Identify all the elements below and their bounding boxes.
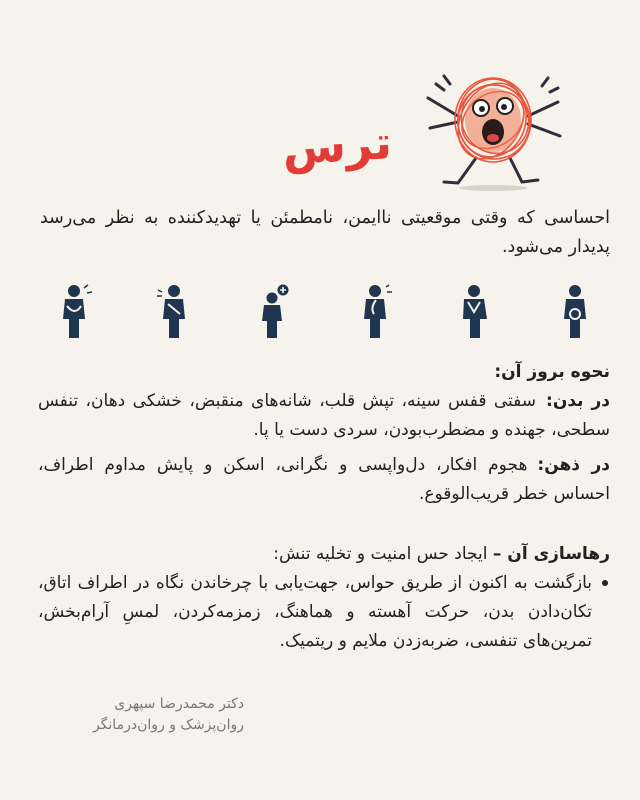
release-section: [38, 540, 610, 656]
signature-role: روان‌پزشک و روان‌درمانگر: [92, 717, 244, 733]
anxious-figure-2-icon: [154, 284, 194, 340]
body-text: سفتی قفس سینه، تپش قلب، شانه‌های منقبض، خشکی دهان، تنفس سطحی، جهنده و مضطرب‌بودن، سردی دست یا پا.: [38, 391, 610, 440]
list-item: بازگشت به اکنون از طریق حواس، جهت‌یابی با چرخاندن نگاه در اطراف اتاق، تکان‌دادن بدن، حرکت آهسته و هماهنگ، زمزمه‌کردن، لمسِ آرام‌بخش، تمرین‌های تنفسی، ضربه‌زدن ملایم و ریتمیک.: [38, 569, 592, 656]
intro-text: احساسی که وقتی موقعیتی ناایمن، نامطمئن یا تهدیدکننده به نظر می‌رسد پدیدار می‌شود.: [40, 208, 610, 257]
body-paragraph: [38, 387, 610, 445]
mind-text: هجوم افکار، دل‌واپسی و نگرانی، اسکن و پایش مداوم اطراف، احساس خطر قریب‌الوقوع.: [38, 455, 610, 504]
manifestation-section: [38, 358, 610, 509]
manifestation-heading: نحوه بروز آن:: [494, 362, 610, 382]
anxious-figure-5-icon: [454, 284, 494, 340]
anxious-figure-4-icon: [354, 284, 394, 340]
release-list: [38, 569, 610, 656]
anxious-figure-3-icon: [254, 284, 294, 340]
release-subheading: ایجاد حس امنیت و تخلیه تنش:: [273, 544, 488, 564]
release-heading: رهاسازی آن –: [492, 544, 610, 564]
mind-label: در ذهن:: [537, 455, 610, 475]
body-label: در بدن:: [546, 391, 610, 411]
scared-scribble-creature-icon: [418, 58, 568, 193]
signature-name: دکتر محمدرضا سپهری: [114, 696, 244, 712]
figure-row: [54, 282, 594, 340]
page-title: ترس: [280, 115, 394, 175]
mind-paragraph: [38, 451, 610, 509]
anxious-figure-1-icon: [54, 284, 94, 340]
anxious-figure-6-icon: [554, 284, 594, 340]
release-heading-row: [38, 540, 610, 569]
signature: [84, 694, 244, 736]
